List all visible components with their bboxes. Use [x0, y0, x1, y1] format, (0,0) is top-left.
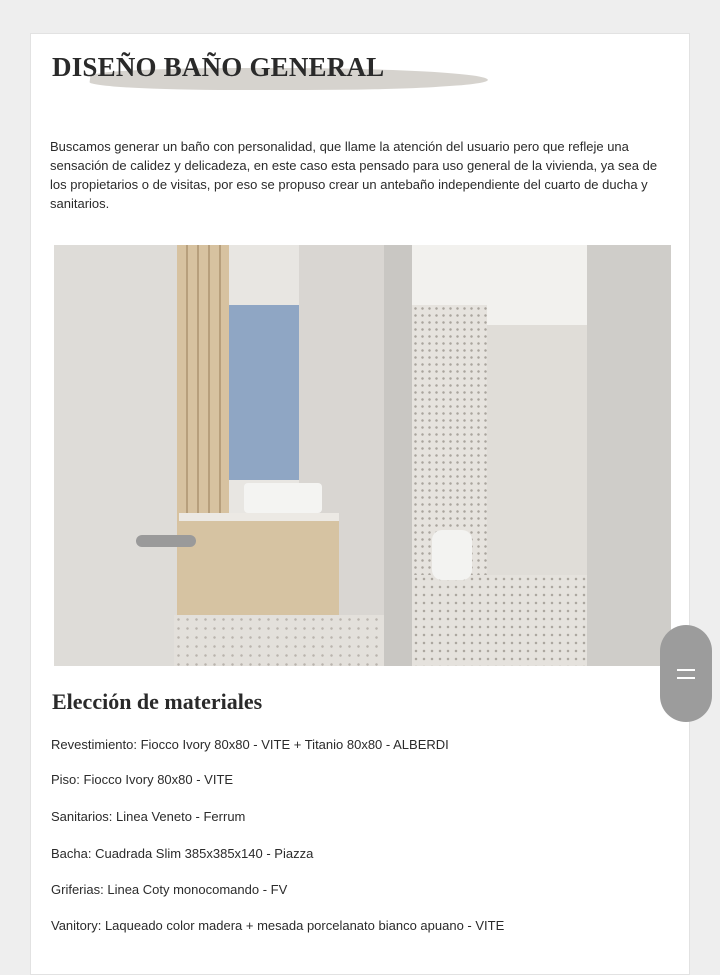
- bathroom-render-image: [54, 245, 671, 666]
- page-title: DISEÑO BAÑO GENERAL: [52, 52, 385, 82]
- intro-paragraph: Buscamos generar un baño con personalidad, que llame la atención del usuario pero que refleje una sensación de calidez y delicadeza, en este caso esta pensado para uso general de la vivienda, ya sea de los propietarios o de visitas, por eso se propuso crear un antebaño independiente del cuarto de ducha y sanitarios.: [50, 139, 658, 211]
- material-item: Revestimiento: Fiocco Ivory 80x80 - VITE + Titanio 80x80 - ALBERDI: [51, 737, 449, 752]
- materials-heading: Elección de materiales: [52, 689, 263, 714]
- material-item: Griferias: Linea Coty monocomando - FV: [51, 882, 288, 897]
- material-item: Bacha: Cuadrada Slim 385x385x140 - Piazza: [51, 846, 314, 861]
- material-item: Sanitarios: Linea Veneto - Ferrum: [51, 809, 246, 824]
- material-item: Vanitory: Laqueado color madera + mesada porcelanato bianco apuano - VITE: [51, 918, 505, 933]
- material-item: Piso: Fiocco Ivory 80x80 - VITE: [51, 772, 234, 787]
- scroll-handle[interactable]: [660, 625, 712, 722]
